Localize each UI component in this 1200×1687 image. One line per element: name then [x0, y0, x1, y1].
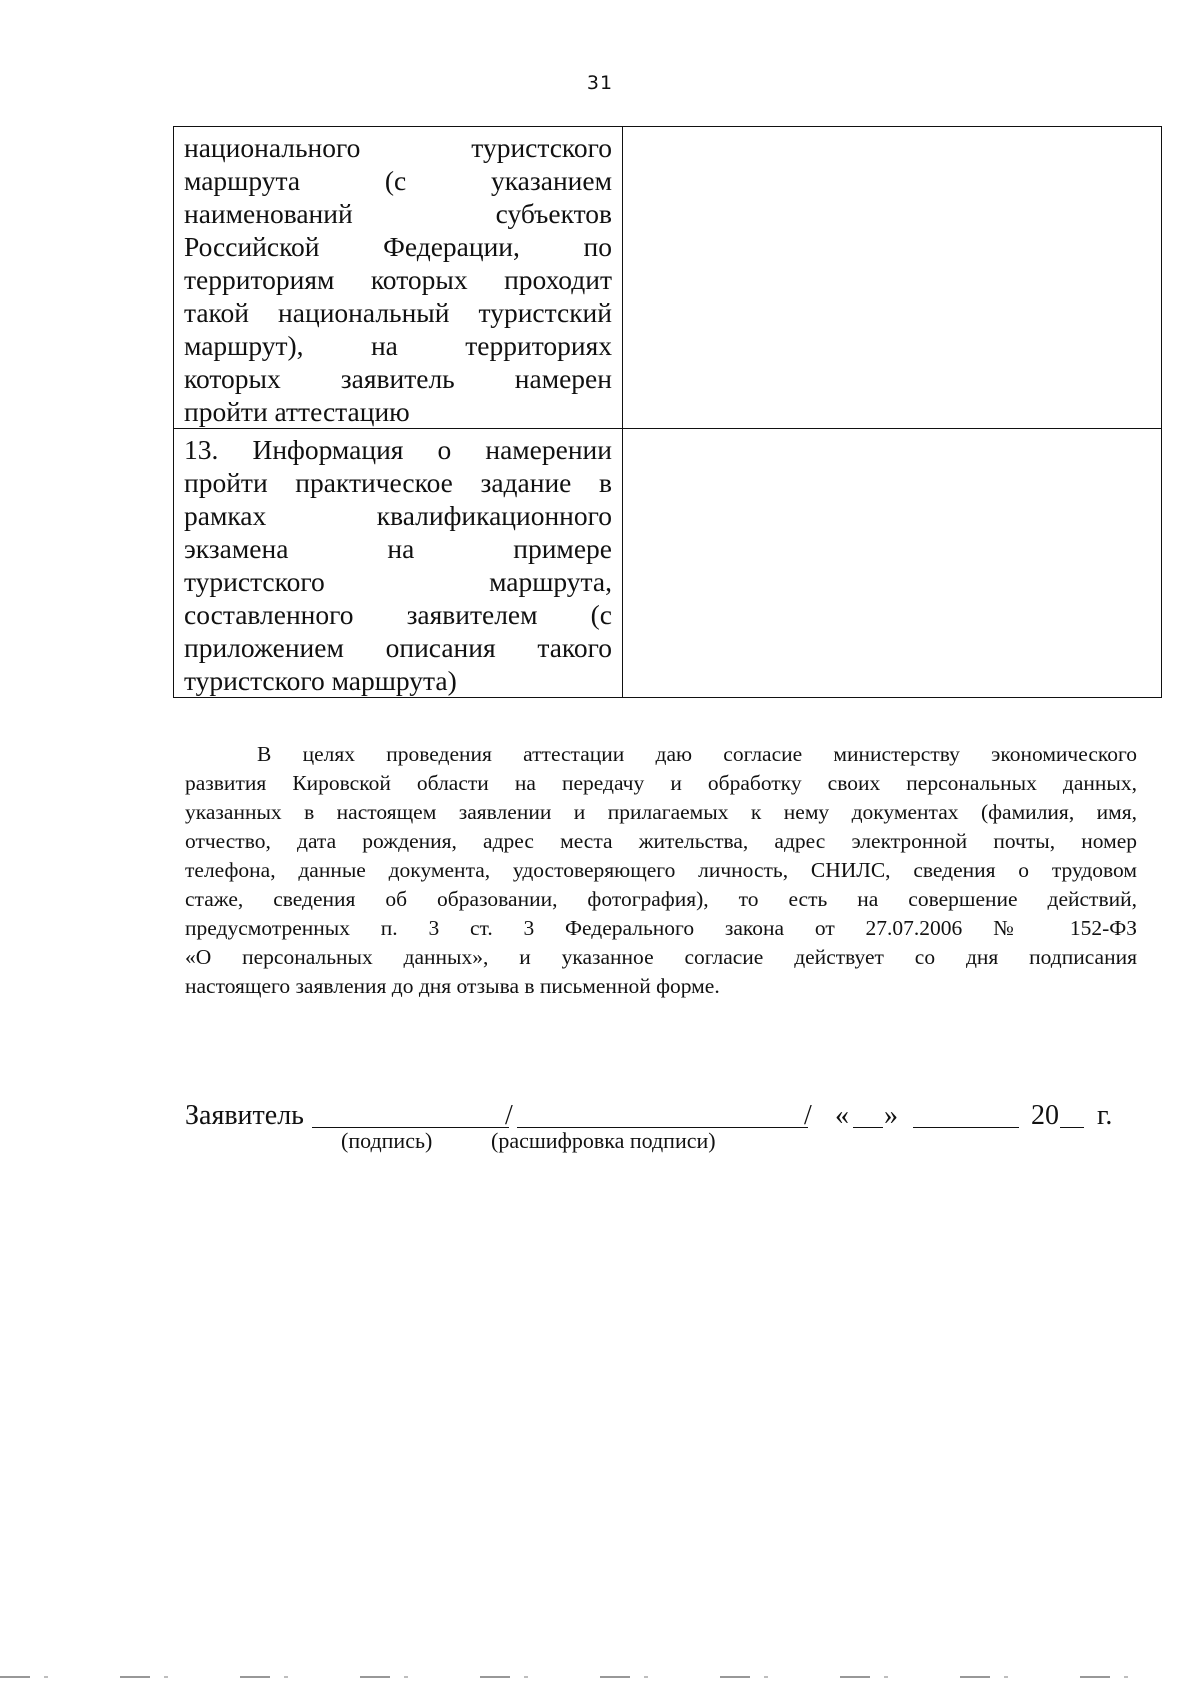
consent-line: «О персональных данных», и указанное согласие действует со дня подписания [185, 945, 1137, 969]
scan-edge-artifact [0, 1676, 1200, 1678]
month-field[interactable] [913, 1127, 1019, 1128]
day-field[interactable] [853, 1127, 883, 1128]
text-line: национального туристского [184, 132, 612, 163]
consent-line: предусмотренных п. 3 ст. 3 Федерального закона от 27.07.2006 № 152-ФЗ [185, 916, 1137, 940]
table-row [174, 429, 1162, 698]
text-line: такой национальный туристский [184, 297, 612, 328]
text-line: маршрута (с указанием [184, 165, 612, 196]
page-number: 31 [586, 72, 614, 94]
open-quote: « [835, 1100, 849, 1131]
year-suffix: г. [1097, 1100, 1113, 1131]
text-line: пройти практическое задание в [184, 467, 612, 498]
text-line: туристского маршрута, [184, 566, 612, 597]
consent-line: отчество, дата рождения, адрес места жительства, адрес электронной почты, номер [185, 829, 1137, 853]
year-field[interactable] [1060, 1127, 1084, 1128]
signature-row [185, 1092, 1145, 1132]
signature-caption: (подпись) [341, 1128, 433, 1153]
year-prefix: 20 [1031, 1100, 1059, 1131]
slash-separator: / [804, 1100, 812, 1131]
table-row [174, 127, 1162, 429]
text-line: территориям которых проходит [184, 264, 612, 295]
route-regions-value-cell[interactable] [623, 127, 1162, 429]
practical-task-label-cell [174, 429, 623, 698]
consent-paragraph [185, 740, 1137, 1001]
text-line: приложением описания такого [184, 632, 612, 663]
application-table [173, 126, 1162, 698]
text-line: составленного заявителем (с [184, 599, 612, 630]
consent-line: развития Кировской области на передачу и обработку своих персональных данных, [185, 771, 1137, 795]
text-line: наименований субъектов [184, 198, 612, 229]
consent-line: указанных в настоящем заявлении и прилагаемых к нему документах (фамилия, имя, [185, 800, 1137, 824]
practical-task-value-cell[interactable] [623, 429, 1162, 698]
consent-line: настоящего заявления до дня отзыва в письменной форме. [185, 974, 720, 998]
consent-line: телефона, данные документа, удостоверяющего личность, СНИЛС, сведения о трудовом [185, 858, 1137, 882]
text-line: пройти аттестацию [184, 396, 410, 427]
text-line: 13. Информация о намерении [184, 434, 612, 465]
text-line: экзамена на примере [184, 533, 612, 564]
slash-separator: / [505, 1100, 513, 1131]
decoding-caption: (расшифровка подписи) [491, 1128, 716, 1153]
text-line: Российской Федерации, по [184, 231, 612, 262]
text-line: маршрут), на территориях [184, 330, 612, 361]
text-line: туристского маршрута) [184, 665, 457, 696]
applicant-label: Заявитель [185, 1100, 304, 1131]
consent-line: стаже, сведения об образовании, фотография), то есть на совершение действий, [185, 887, 1137, 911]
consent-line: В целях проведения аттестации даю согласие министерству экономического [257, 742, 1137, 766]
close-quote: » [884, 1100, 898, 1131]
text-line: рамках квалификационного [184, 500, 612, 531]
route-regions-label-cell [174, 127, 623, 429]
text-line: которых заявитель намерен [184, 363, 612, 394]
